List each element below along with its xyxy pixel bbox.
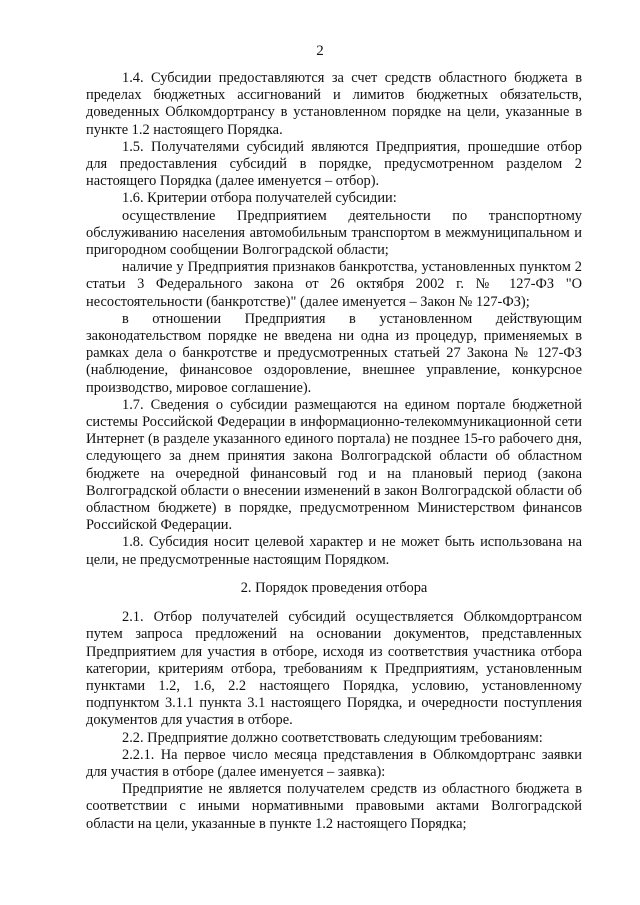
paragraph-1-6-criterion-no-procedures: в отношении Предприятия в установленном действующим законодательством порядке не введена ни одна из процедур, применяемых в рамках дела о банкротстве и предусмотренных статьей 27 Закона № 127-ФЗ (наблюдение, финансовое оздоровление, внешнее управление, конкурсное производство, мировое соглашение). [86, 310, 582, 396]
paragraph-1-7: 1.7. Сведения о субсидии размещаются на едином портале бюджетной системы Российской Федерации в информационно-телекоммуникационной сети Интернет (в разделе указанного единого портала) не позднее 15-го рабочего дня, следующего за днем принятия закона Волгоградской области об областном бюджете на очередной финансовый год и на плановый период (закона Волгоградской области о внесении изменений в закон Волгоградской области об областном бюджете) в порядке, предусмотренном Министерством финансов Российской Федерации. [86, 396, 582, 534]
paragraph-1-4: 1.4. Субсидии предоставляются за счет средств областного бюджета в пределах бюджетных ассигнований и лимитов бюджетных обязательств, доведенных Облкомдортрансу в установленном порядке на цели, указанные в пункте 1.2 настоящего Порядка. [86, 70, 582, 138]
document-body [86, 70, 582, 833]
paragraph-1-8: 1.8. Субсидия носит целевой характер и не может быть использована на цели, не предусмотренные настоящим Порядком. [86, 534, 582, 568]
paragraph-2-1: 2.1. Отбор получателей субсидий осуществляется Облкомдортрансом путем запроса предложений на основании документов, представленных Предприятием для участия в отборе, исходя из соответствия участника отбора категории, критериям отбора, требованиям к Предприятиям, установленным пунктами 1.2, 1.6, 2.2 настоящего Порядка, условию, установленному подпунктом 3.1.1 пункта 3.1 настоящего Порядка, и очередности поступления документов для участия в отборе. [86, 609, 582, 729]
section-2-heading: 2. Порядок проведения отбора [240, 579, 428, 596]
page-number: 2 [316, 43, 324, 59]
paragraph-1-5: 1.5. Получателями субсидий являются Предприятия, прошедшие отбор для предоставления субсидий в порядке, предусмотренном разделом 2 настоящего Порядка (далее именуется – отбор). [86, 138, 582, 190]
paragraph-1-6-criterion-activity: осуществление Предприятием деятельности по транспортному обслуживанию населения автомобильным транспортом в межмуниципальном и пригородном сообщении Волгоградской области; [86, 207, 582, 259]
paragraph-1-6-criterion-bankruptcy-signs: наличие у Предприятия признаков банкротства, установленных пунктом 2 статьи 3 Федерального закона от 26 октября 2002 г. № 127-ФЗ "О несостоятельности (банкротстве)" (далее именуется – Закон № 127-ФЗ); [86, 259, 582, 310]
paragraph-2-2-1: 2.2.1. На первое число месяца представления в Облкомдортранс заявки для участия в отборе (далее именуется – заявка): [86, 746, 582, 780]
paragraph-2-2: 2.2. Предприятие должно соответствовать следующим требованиям: [122, 729, 543, 746]
paragraph-2-2-1-requirement: Предприятие не является получателем средств из областного бюджета в соответствии с иными нормативными правовыми актами Волгоградской области на цели, указанные в пункте 1.2 настоящего Порядка; [86, 781, 582, 832]
paragraph-1-6: 1.6. Критерии отбора получателей субсидии: [122, 190, 397, 207]
